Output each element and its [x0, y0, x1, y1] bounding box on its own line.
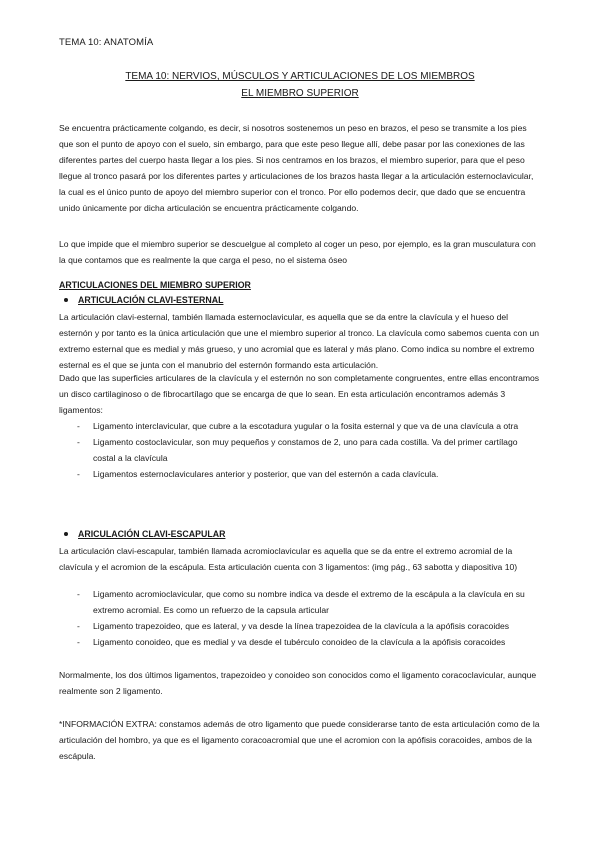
clavi-esternal-paragraph-1 [59, 309, 541, 373]
clavi-escapular-paragraph-1 [59, 543, 541, 575]
clavi-escapular-text-1: La articulación clavi-escapular, también llamada acromioclavicular es aquella que se da entre el extremo acromial de la clavícula y el acromion de la escápula. Esta articulación cuenta con 3 ligamentos: (img pág., 63 sabotta y diapositiva 10) [59, 546, 518, 573]
list-item: - Ligamento trapezoideo, que es lateral, y va desde la línea trapezoidea de la clavícula a la apófisis coracoides [59, 618, 541, 634]
dash-marker: - [77, 621, 80, 632]
section-title: ARTICULACIONES DEL MIEMBRO SUPERIOR [59, 280, 251, 290]
list-item: - Ligamentos esternoclaviculares anterior y posterior, que van del esternón a cada clavícula. [59, 466, 541, 482]
intro-text-1: Se encuentra prácticamente colgando, es decir, si nosotros sostenemos un peso en brazos, el peso se transmite a los pies que son el punto de apoyo con el suelo, sin embargo, para que este peso llegue allí, debe pasar por las conexiones de las diferentes partes del cuerpo hasta llegar a los pies. Si nos centramos en los brazos, el miembro superior, para que el peso llegue al tronco pasará por los diferentes partes y articulaciones de los brazos hasta llegar a la articulación esternoclavicular, la cual es el único punto de apoyo del miembro superior con el tronco. Por ello podemos decir, que dado que se encuentra unido únicamente por dicha articulación se encuentra prácticamente colgando. [59, 123, 534, 214]
clavi-escapular-ligament-list [59, 586, 541, 650]
extra-info-text: *INFORMACIÓN EXTRA: constamos además de otro ligamento que puede considerarse tanto de esta articulación como de la articulación del hombro, ya que es el ligamento coracoacromial que une el acromion con la apófisis coracoides, ambos de la escápula. [59, 719, 540, 762]
clavi-esternal-ligament-list [59, 418, 541, 482]
dash-marker: - [77, 421, 80, 431]
clavi-escapular-heading-label: ARICULACIÓN CLAVI-ESCAPULAR [78, 529, 226, 539]
bullet-icon [64, 532, 68, 536]
intro-paragraph-2 [59, 236, 541, 268]
page-header: TEMA 10: ANATOMÍA [59, 37, 154, 48]
dash-marker: - [77, 469, 80, 480]
document-subtitle: EL MIEMBRO SUPERIOR [241, 88, 359, 99]
intro-paragraph-1 [59, 120, 541, 217]
clavi-esternal-heading [64, 295, 223, 305]
bullet-icon [64, 298, 68, 302]
clavi-esternal-text-1: La articulación clavi-esternal, también llamada esternoclavicular, es aquella que se da entre la clavícula y el hueso del esternón y por tanto es la única articulación que une el miembro superior al tronco. La clavícula como sabemos cuenta con un extremo esternal que es medial y más grueso, y uno acromial que es lateral y más plano. Como indica su nombre el extremo esternal es el que se junta con el manubrio del esternón formando esta articulación. [59, 312, 540, 371]
clavi-escapular-heading [64, 529, 225, 539]
dash-marker: - [77, 589, 80, 599]
clavi-esternal-heading-label: ARTICULACIÓN CLAVI-ESTERNAL [78, 295, 224, 305]
list-item: - Ligamento interclavicular, que cubre a la escotadura yugular o la fosita esternal y que va de una clavícula a otra [59, 418, 541, 434]
clavi-esternal-text-2: Dado que las superficies articulares de la clavícula y el esternón no son completamente congruentes, entre ellas encontramos un disco cartilaginoso o de fibrocartílago que se encarga de que lo sean. En esta articulación encontramos además 3 ligamentos: [59, 373, 540, 416]
clavi-escapular-paragraph-2 [59, 667, 541, 699]
list-item: - Ligamento costoclavicular, son muy pequeños y constamos de 2, uno para cada costilla. Va del primer cartílago costal a la clavícula [59, 434, 541, 466]
extra-info-paragraph [59, 716, 541, 764]
intro-text-2: Lo que impide que el miembro superior se descuelgue al completo al coger un peso, por ejemplo, es la gran musculatura con la que contamos que es realmente la que carga el peso, no el sistema óseo [59, 239, 536, 266]
list-item: - Ligamento acromioclavicular, que como su nombre indica va desde el extremo de la escápula a la clavícula en su extremo acromial. Es como un refuerzo de la capsula articular [59, 586, 541, 618]
dash-marker: - [77, 437, 80, 448]
dash-marker: - [77, 637, 80, 648]
clavi-escapular-text-2: Normalmente, los dos últimos ligamentos, trapezoideo y conoideo son conocidos como el ligamento coracoclavicular, aunque realmente son 2 ligamento. [59, 670, 537, 697]
list-item: - Ligamento conoideo, que es medial y va desde el tubérculo conoideo de la clavícula a la apófisis coracoides [59, 634, 541, 650]
document-title: TEMA 10: NERVIOS, MÚSCULOS Y ARTICULACIONES DE LOS MIEMBROS [125, 71, 475, 82]
clavi-esternal-paragraph-2 [59, 370, 541, 418]
